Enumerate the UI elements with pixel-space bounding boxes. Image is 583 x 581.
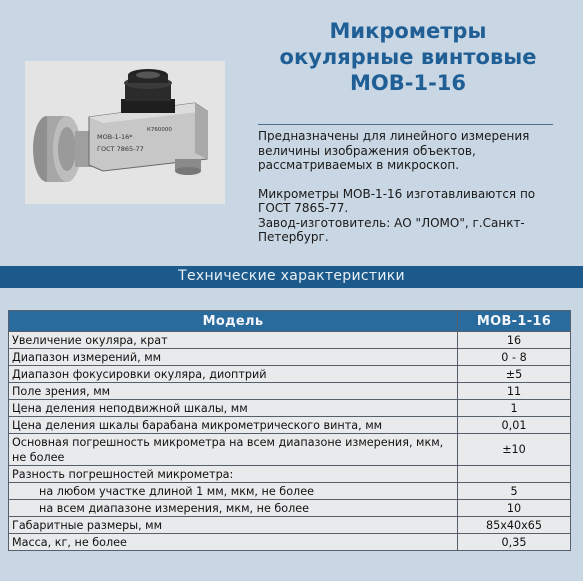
engraving-gost: ГОСТ 7865-77 xyxy=(97,145,144,153)
value-cell: 85x40x65 xyxy=(458,517,571,534)
product-photo xyxy=(25,61,225,204)
header-param: Модель xyxy=(9,311,458,332)
param-cell: на всем диапазоне измерения, мкм, не более xyxy=(9,500,458,517)
table-row xyxy=(9,517,571,534)
table-row xyxy=(9,366,571,383)
page-title xyxy=(258,18,558,96)
micrometer-illustration xyxy=(25,61,225,204)
param-cell: Увеличение окуляра, крат xyxy=(9,332,458,349)
table-row xyxy=(9,332,571,349)
param-cell: Габаритные размеры, мм xyxy=(9,517,458,534)
value-cell: ±10 xyxy=(458,434,571,466)
title-line-1: Микрометры xyxy=(329,19,487,43)
param-cell: Поле зрения, мм xyxy=(9,383,458,400)
param-cell: Цена деления шкалы барабана микрометрического винта, мм xyxy=(9,417,458,434)
table-row xyxy=(9,483,571,500)
table-row xyxy=(9,400,571,417)
value-cell: ±5 xyxy=(458,366,571,383)
value-cell: 10 xyxy=(458,500,571,517)
description-purpose: Предназначены для линейного измерения величины изображения объектов, рассматриваемых в микроскоп. xyxy=(258,129,530,172)
value-cell xyxy=(458,466,571,483)
description-standard: Микрометры МОВ-1-16 изготавливаются по ГОСТ 7865-77. xyxy=(258,186,536,215)
value-cell: 1 xyxy=(458,400,571,417)
specifications-table xyxy=(8,310,571,551)
section-title: Технические характеристики xyxy=(178,268,405,284)
header-value: МОВ-1-16 xyxy=(458,311,571,332)
engraving-serial: К760000 xyxy=(147,127,172,133)
param-cell: на любом участке длиной 1 мм, мкм, не более xyxy=(9,483,458,500)
description-manufacturer: Завод-изготовитель: АО "ЛОМО", г.Санкт-Петербург. xyxy=(258,215,525,244)
title-line-3: МОВ-1-16 xyxy=(349,71,467,95)
table-header-row xyxy=(9,311,571,332)
value-cell: 11 xyxy=(458,383,571,400)
param-cell: Разность погрешностей микрометра: xyxy=(9,466,458,483)
table-row xyxy=(9,349,571,366)
value-cell: 5 xyxy=(458,483,571,500)
value-cell: 0,35 xyxy=(458,534,571,551)
engraving-model: МОВ-1-16* xyxy=(97,133,133,141)
title-line-2: окулярные винтовые xyxy=(279,45,537,69)
table-row xyxy=(9,534,571,551)
param-cell: Цена деления неподвижной шкалы, мм xyxy=(9,400,458,417)
table-row xyxy=(9,500,571,517)
table-row xyxy=(9,466,571,483)
table-row xyxy=(9,383,571,400)
divider-line xyxy=(258,124,553,125)
param-cell: Основная погрешность микрометра на всем диапазоне измерения, мкм, не более xyxy=(9,434,458,466)
param-cell: Диапазон фокусировки окуляра, диоптрий xyxy=(9,366,458,383)
description xyxy=(258,129,558,245)
param-cell: Масса, кг, не более xyxy=(9,534,458,551)
param-cell: Диапазон измерений, мм xyxy=(9,349,458,366)
value-cell: 16 xyxy=(458,332,571,349)
value-cell: 0,01 xyxy=(458,417,571,434)
table-row xyxy=(9,417,571,434)
value-cell: 0 - 8 xyxy=(458,349,571,366)
table-row xyxy=(9,434,571,466)
section-header xyxy=(0,266,583,288)
